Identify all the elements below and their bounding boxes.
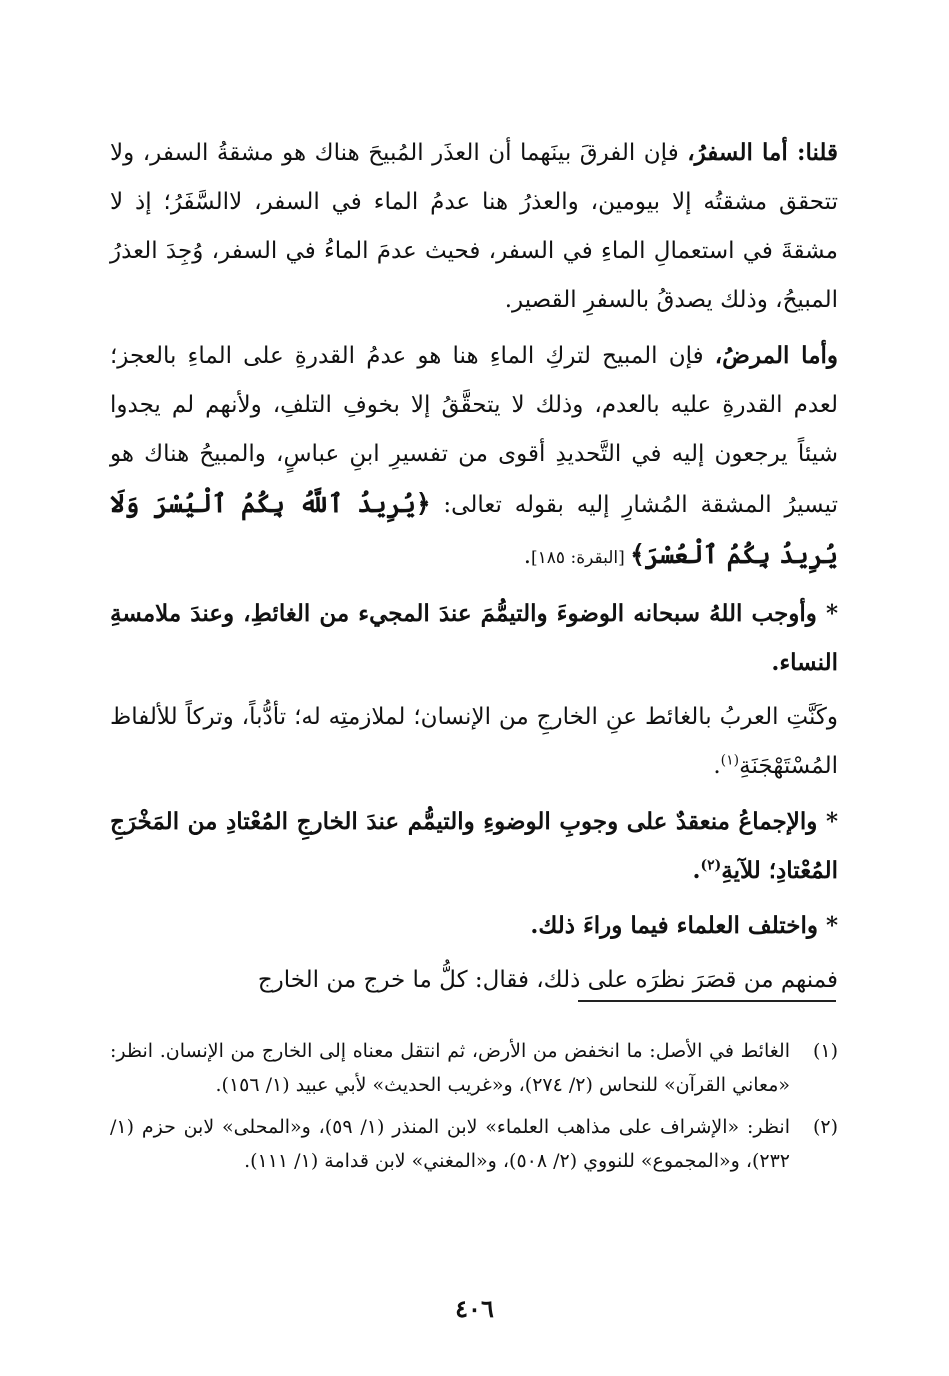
main-text: [110, 128, 838, 1011]
verse-reference: [البقرة: ١٨٥]: [531, 548, 631, 568]
paragraph-text: فمنهم من قصَرَ نظرَه على ذلك، فقال: كلُّ ما خرج من الخارج: [257, 967, 838, 993]
paragraph-heading-wudu: [110, 589, 838, 687]
sentence-end: .: [523, 543, 532, 569]
footnote-ref: (٢): [700, 857, 722, 874]
footnote-text: انظر: «الإشراف على مذاهب العلماء» لابن المنذر (١/ ٥٩)، و«المحلى» لابن حزم (١/ ٢٣٢)، و«المجموع» للنووي (٢/ ٥٠٨)، و«المغني» لابن قدامة (١/ ١١١).: [110, 1116, 790, 1172]
footnote: [110, 1034, 838, 1102]
paragraph-ikhtilaf: [110, 901, 838, 950]
paragraph-travel: [110, 128, 838, 325]
paragraph-ghait: [110, 693, 838, 791]
footnote-text: الغائط في الأصل: ما انخفض من الأرض، ثم انتقل معناه إلى الخارج من الإنسان. انظر: «معاني القرآن» للنحاس (٢/ ٢٧٤)، و«غريب الحديث» لأبي عبيد (١/ ١٥٦).: [110, 1040, 790, 1096]
paragraph-continuation: [110, 956, 838, 1005]
footnote-number: (١): [812, 1040, 838, 1062]
paragraph-ijma: [110, 797, 838, 895]
paragraph-text: * واختلف العلماء فيما وراءَ ذلك.: [530, 912, 838, 939]
footnote-divider: [578, 1000, 836, 1002]
paragraph-text: فإن المبيح لتركِ الماءِ هنا هو عدمُ القدرةِ على الماءِ بالعجز؛ لعدم القدرةِ عليه بالعدم، وذلك لا يتحقَّقُ إلا بخوفِ التلفِ، ولأنهم لم يجدوا شيئاً يرجعون إليه في التَّحديدِ أقوى من تفسيرِ ابنِ عباسٍ، والمبيحُ هناك هو تيسيرُ المشقة المُشارِ إليه بقوله تعالى:: [110, 343, 838, 518]
paragraph-illness: [110, 331, 838, 583]
page-number: ٤٠٦: [455, 1294, 494, 1323]
lead-phrase: وأما المرضُ،: [714, 342, 839, 369]
paragraph-text: وكَنَّتِ العربُ بالغائط عنِ الخارجِ من الإنسان؛ لملازمتِه له؛ تأدُّباً، وتركاً للألفاظ المُسْتَهْجَنَةِ: [110, 704, 838, 779]
footnote: [110, 1110, 838, 1178]
quran-verse: ﴿يُرِيدُ ٱللَّهُ بِكُمُ ٱلْيُسْرَ وَلَا يُرِيدُ بِكُمُ ٱلْعُسْرَ﴾: [110, 489, 838, 569]
paragraph-text: * والإجماعُ منعقدٌ على وجوبِ الوضوءِ والتيمُّم عندَ الخارجِ المُعْتادِ من المَخْرَجِ المُعْتادِ؛ للآيةِ: [110, 808, 838, 884]
footnote-ref: (١): [720, 752, 740, 769]
lead-phrase: قلنا: أما السفرُ،: [687, 139, 838, 166]
sentence-end: .: [713, 753, 721, 779]
paragraph-text: * وأوجب اللهُ سبحانه الوضوءَ والتيمُّمَ عندَ المجيء من الغائطِ، وعندَ ملامسةِ النساء.: [110, 600, 838, 676]
sentence-end: .: [692, 857, 701, 884]
footnotes: [110, 1034, 838, 1186]
paragraph-text: فإن الفرقَ بينَهما أن العذَر المُبيحَ هناك هو مشقةُ السفر، ولا تتحقق مشقتُه إلا بيومين، والعذرُ هنا عدمُ الماء في السفر، لاالسَّفَرُ؛ إذ لا مشقةَ في استعمالِ الماءِ في السفر، فحيث عدمَ الماءُ في السفر، وُجِدَ العذرُ المبيحُ، وذلك يصدقُ بالسفرِ القصير.: [110, 140, 838, 313]
footnote-number: (٢): [812, 1116, 838, 1138]
